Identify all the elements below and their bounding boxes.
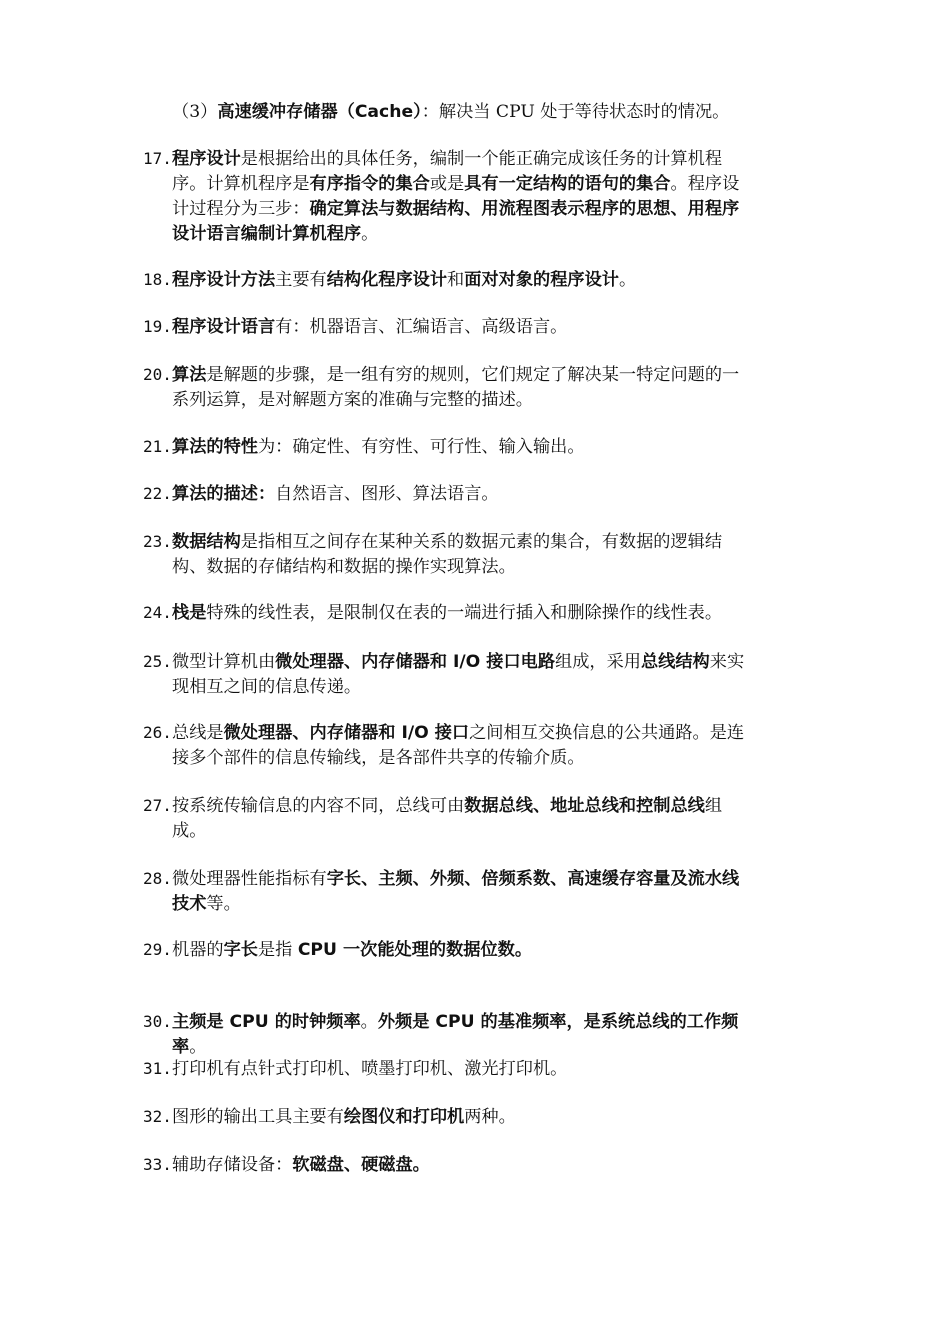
text-run: 成。 [172, 821, 207, 841]
text-run: 两种。 [464, 1107, 516, 1127]
text-run: 主要有 [275, 270, 327, 290]
bold-term: 总线结构 [640, 652, 710, 672]
bold-term: 率 [172, 1037, 190, 1057]
text-run: 特殊的线性表，是限制仅在表的一端进行插入和删除操作的线性表。 [206, 603, 723, 623]
text-run: 有：机器语言、汇编语言、高级语言。 [275, 317, 568, 337]
item-number: 25. [143, 652, 172, 671]
text-run: 或是 [429, 174, 465, 194]
item-number: 23. [143, 532, 172, 551]
item-text-line [172, 99, 729, 125]
bold-term: 栈是 [172, 603, 207, 623]
text-run: 微型计算机由 [172, 652, 276, 672]
text-run: 和 [447, 270, 465, 290]
item-number: 19. [143, 317, 172, 336]
item-text-line [172, 720, 744, 746]
item-text-line [172, 1056, 567, 1082]
bold-term: 程序设计方法 [172, 270, 276, 290]
bold-term: 微处理器、内存储器和 I/O 接口电路 [275, 652, 556, 672]
text-run: 系列运算，是对解题方案的准确与完整的描述。 [172, 390, 533, 410]
item-text-line [172, 891, 241, 917]
bold-term: 数据总线、地址总线和控制总线 [464, 796, 705, 816]
item-text-line [172, 793, 722, 819]
text-run: 。 [189, 1037, 207, 1057]
text-run: 总线是 [172, 723, 224, 743]
item-text-line [172, 674, 361, 700]
item-number: 21. [143, 437, 172, 456]
text-run: 辅助存储设备： [172, 1155, 293, 1175]
text-run: 是根据给出的具体任务，编制一个能正确完成该任务的计算机程 [240, 149, 723, 169]
bold-term: 结构化程序设计 [326, 270, 448, 290]
text-run: 等。 [206, 894, 241, 914]
text-run: 为：确定性、有穷性、可行性、输入输出。 [257, 437, 585, 457]
text-run: 来实 [709, 652, 745, 672]
item-text-line [172, 146, 722, 172]
bold-term: 字长 [223, 940, 258, 960]
text-run: 现相互之间的信息传递。 [172, 677, 362, 697]
item-text-line [172, 221, 378, 247]
text-run: 微处理器性能指标有 [172, 869, 327, 889]
text-run: 是指 [257, 940, 298, 960]
text-run: 。 [361, 224, 379, 244]
bold-term: 主频是 CPU 的时钟频率 [172, 1012, 361, 1032]
item-number: 17. [143, 149, 172, 168]
item-text-line [172, 649, 744, 675]
text-run: （3） [172, 102, 218, 122]
bold-term: 高速缓冲存储器（Cache） [217, 102, 422, 122]
item-text-line [172, 529, 722, 555]
item-number: 24. [143, 603, 172, 622]
bold-term: 微处理器、内存储器和 I/O 接口 [223, 723, 470, 743]
text-run: 打印机有点针式打印机、喷墨打印机、激光打印机。 [172, 1059, 568, 1079]
text-run: 组成，采用 [555, 652, 641, 672]
item-number: 31. [143, 1059, 172, 1078]
bold-term: 有序指令的集合 [309, 174, 430, 194]
bold-term: 软磁盘、硬磁盘。 [292, 1155, 430, 1175]
item-text-line [172, 481, 499, 507]
text-run: 机器的 [172, 940, 224, 960]
item-number: 33. [143, 1155, 172, 1174]
text-run: 接多个部件的信息传输线，是各部件共享的传输介质。 [172, 748, 585, 768]
item-text-line [172, 387, 533, 413]
bold-term: 面对对象的程序设计 [464, 270, 619, 290]
item-number: 30. [143, 1012, 172, 1031]
item-text-line [172, 600, 722, 626]
bold-term: 外频是 CPU 的基准频率，是系统总线的工作频 [377, 1012, 739, 1032]
bold-term: 算法的描述： [172, 484, 276, 504]
item-text-line [172, 937, 532, 963]
bold-term: 数据结构 [172, 532, 241, 552]
item-text-line [172, 314, 567, 340]
bold-term: 字长、主频、外频、倍频系数、高速缓存容量及流水线 [326, 869, 740, 889]
item-text-line [172, 866, 739, 892]
bold-term: 确定算法与数据结构、用流程图表示程序的思想、用程序 [309, 199, 740, 219]
text-run: 序。计算机程序是 [172, 174, 310, 194]
item-number: 26. [143, 723, 172, 742]
text-run: 。程序设 [670, 174, 740, 194]
text-run: 是指相互之间存在某种关系的数据元素的集合，有数据的逻辑结 [240, 532, 723, 552]
item-number: 32. [143, 1107, 172, 1126]
item-text-line [172, 818, 206, 844]
item-text-line [172, 745, 585, 771]
text-run: 自然语言、图形、算法语言。 [275, 484, 499, 504]
bold-term: 绘图仪和打印机 [343, 1107, 465, 1127]
bold-term: 设计语言编制计算机程序 [172, 224, 362, 244]
item-number: 29. [143, 940, 172, 959]
text-run: 组 [704, 796, 723, 816]
text-run: 是解题的步骤，是一组有穷的规则，它们规定了解决某一特定问题的一 [206, 365, 740, 385]
bold-term: 具有一定结构的语句的集合 [464, 174, 671, 194]
bold-term: 技术 [172, 894, 207, 914]
item-text-line [172, 1009, 738, 1035]
item-text-line [172, 171, 739, 197]
bold-term: 程序设计语言 [172, 317, 276, 337]
text-run: 计过程分为三步： [172, 199, 310, 219]
item-text-line [172, 434, 585, 460]
item-text-line [172, 196, 739, 222]
text-run: 。 [360, 1012, 378, 1032]
item-text-line [172, 554, 516, 580]
text-run: 构、数据的存储结构和数据的操作实现算法。 [172, 557, 516, 577]
item-text-line [172, 1152, 430, 1178]
item-number: 27. [143, 796, 172, 815]
bold-term: CPU 一次能处理的数据位数。 [297, 940, 533, 960]
item-number: 28. [143, 869, 172, 888]
bold-term: 算法的特性 [172, 437, 258, 457]
text-run: 。 [618, 270, 637, 290]
text-run: 之间相互交换信息的公共通路。是连 [469, 723, 745, 743]
item-text-line [172, 1104, 516, 1130]
item-number: 22. [143, 484, 172, 503]
text-run: 按系统传输信息的内容不同，总线可由 [172, 796, 465, 816]
item-text-line [172, 362, 739, 388]
text-run: 图形的输出工具主要有 [172, 1107, 344, 1127]
item-text-line [172, 267, 636, 293]
bold-term: 程序设计 [172, 149, 241, 169]
bold-term: 算法 [172, 365, 207, 385]
text-run: ：解决当 CPU 处于等待状态时的情况。 [421, 102, 730, 122]
item-number: 20. [143, 365, 172, 384]
item-number: 18. [143, 270, 172, 289]
